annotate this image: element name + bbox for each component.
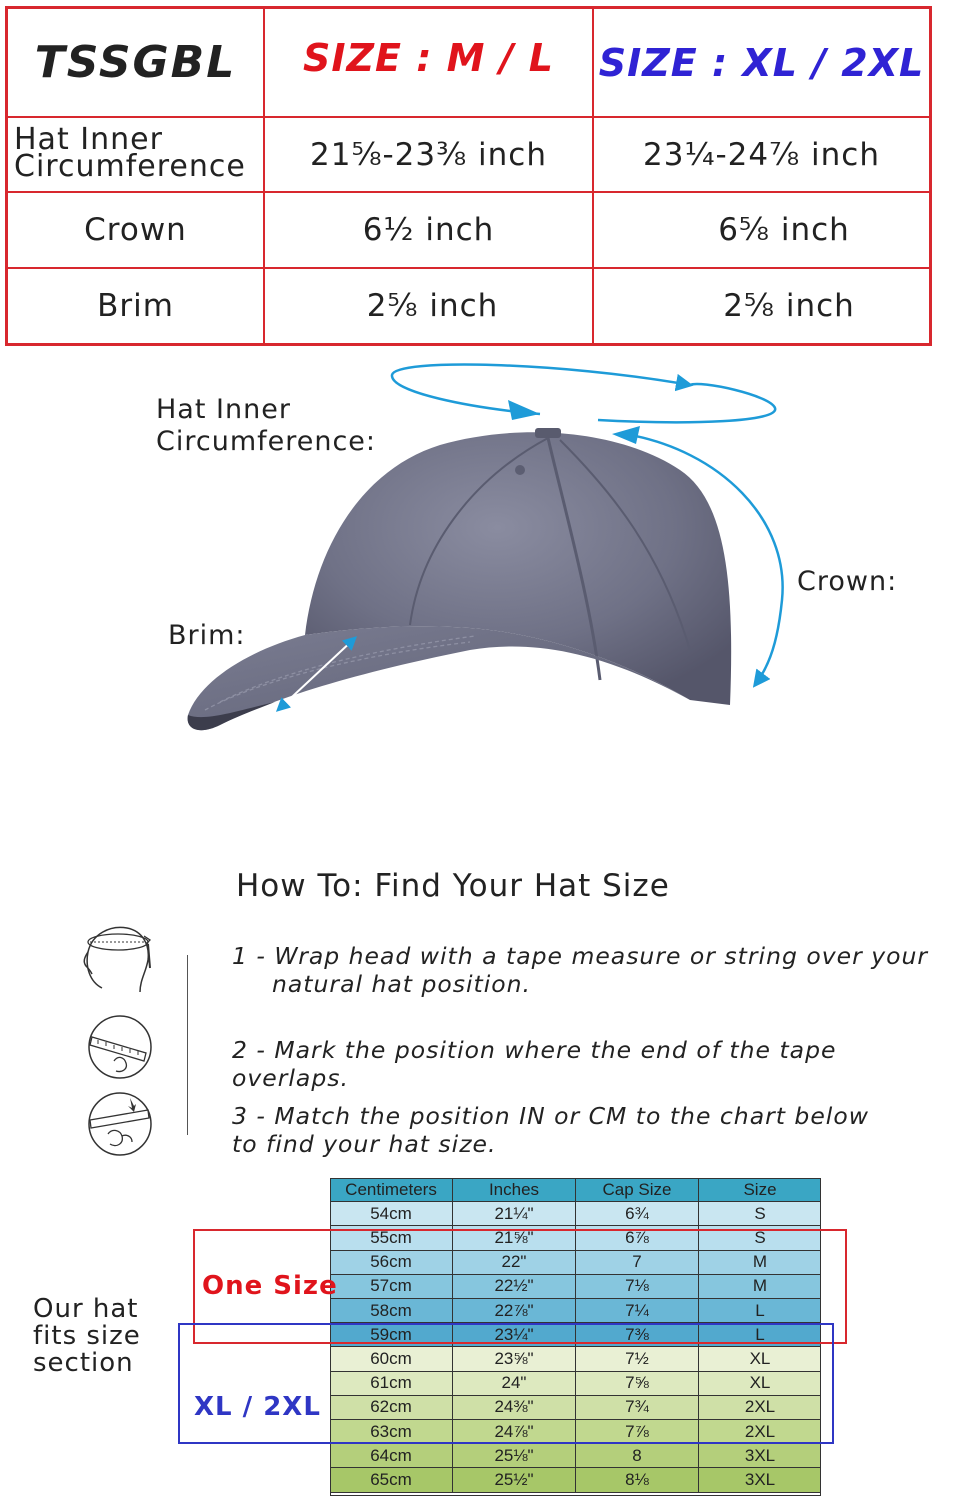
hat-diagram [0, 350, 957, 820]
cell-inches: 23¼" [453, 1323, 576, 1346]
cell-inches: 24⅜" [453, 1396, 576, 1419]
cell-cap-size: 7⅜ [576, 1323, 699, 1346]
cell-cap-size: 6¾ [576, 1202, 699, 1225]
cell-size: M [752, 1276, 768, 1296]
xl-size-highlight [178, 1323, 834, 1444]
cell-centimeters: 56cm [330, 1251, 453, 1274]
cap-eyelet [515, 465, 525, 475]
fit-note-line1: Our hat [33, 1294, 139, 1324]
cell-centimeters: 62cm [330, 1396, 453, 1419]
circumference-label [156, 394, 376, 458]
one-size-label: One Size [202, 1271, 338, 1301]
cell-inches: 25½" [453, 1468, 576, 1491]
fit-note [33, 1296, 141, 1377]
circumference-label-line1: Hat Inner [156, 394, 291, 425]
spec-border-bottom [5, 343, 932, 346]
header-size: Size [743, 1179, 777, 1199]
cell-centimeters: 55cm [330, 1226, 453, 1249]
cell-inches: 24⅞" [453, 1420, 576, 1443]
cell-size: L [755, 1324, 765, 1344]
spec-table [5, 6, 932, 346]
head-measure-icon [80, 922, 155, 1000]
cell-inches: 22⅞" [453, 1299, 576, 1322]
cell-size: S [754, 1203, 766, 1223]
cell-cap-size: 7⅝ [576, 1372, 699, 1395]
cell-centimeters: 63cm [330, 1420, 453, 1443]
cell-centimeters: 57cm [330, 1275, 453, 1298]
cell-cap-size: 6⅞ [576, 1226, 699, 1249]
crown-xl: 6⅝ inch [718, 212, 850, 248]
cap-button [535, 428, 561, 438]
row-label-brim: Brim [97, 288, 174, 324]
header-inches: Inches [453, 1178, 576, 1201]
cell-cap-size: 7¾ [576, 1396, 699, 1419]
cell-inches: 22½" [453, 1275, 576, 1298]
cell-inches: 25⅛" [453, 1444, 576, 1467]
cell-centimeters: 54cm [330, 1202, 453, 1225]
cell-size: 2XL [744, 1397, 776, 1417]
cell-centimeters: 65cm [330, 1468, 453, 1491]
step-1-line2: natural hat position. [272, 970, 531, 998]
crown-label: Crown: [797, 566, 898, 597]
cell-size: 2XL [744, 1421, 776, 1441]
size-chart-row [330, 1444, 821, 1468]
cell-centimeters: 64cm [330, 1444, 453, 1467]
cell-centimeters: 58cm [330, 1299, 453, 1322]
step-3 [232, 1102, 869, 1158]
cell-cap-size: 7½ [576, 1347, 699, 1370]
cell-inches: 24" [453, 1372, 576, 1395]
step-2: 2 - Mark the position where the end of the tape overlaps. [232, 1036, 837, 1092]
crown-ml: 6½ inch [362, 212, 495, 248]
step-1-line1: 1 - Wrap head with a tape measure or string over your [232, 942, 929, 970]
cell-centimeters: 61cm [330, 1372, 453, 1395]
header-centimeters: Centimeters [330, 1178, 453, 1201]
row-label-circumference [8, 118, 263, 191]
cell-inches: 21⅝" [453, 1226, 576, 1249]
fit-note-line3: section [33, 1348, 134, 1378]
row-label-circumference-line1: Hat Inner [14, 122, 163, 157]
size-chart-header [330, 1178, 821, 1202]
cell-cap-size: 7¼ [576, 1299, 699, 1322]
cell-size: 3XL [744, 1469, 776, 1489]
circumference-ml: 21⅝-23⅜ inch [310, 136, 547, 173]
circumference-label-line2: Circumference: [156, 426, 377, 457]
cell-size: S [754, 1227, 766, 1247]
cell-cap-size: 8⅛ [576, 1468, 699, 1491]
cell-size: 3XL [744, 1445, 776, 1465]
row-label-circumference-line2: Circumference [14, 149, 246, 184]
step-3-line1: 3 - Match the position IN or CM to the chart below [232, 1102, 869, 1130]
step-1 [232, 942, 928, 998]
cell-centimeters: 60cm [330, 1347, 453, 1370]
header-size-ml: SIZE : M / L [302, 35, 555, 80]
cell-centimeters: 59cm [330, 1323, 453, 1346]
steps-divider [187, 955, 188, 1135]
header-size-xl: SIZE : XL / 2XL [598, 40, 925, 85]
cell-inches: 23⅝" [453, 1347, 576, 1370]
row-label-crown: Crown [84, 212, 187, 248]
cell-inches: 22" [453, 1251, 576, 1274]
fit-note-line2: fits size [33, 1321, 141, 1351]
cell-inches: 21¼" [453, 1202, 576, 1225]
circumference-arrow-right-head [508, 400, 540, 420]
circumference-arrow-right [598, 384, 775, 422]
tape-mark-icon [86, 1090, 154, 1158]
brand-name: TSSGBL [34, 37, 237, 88]
size-chart-row [330, 1202, 821, 1226]
cell-size: M [752, 1252, 768, 1272]
brim-ml: 2⅝ inch [366, 288, 499, 324]
cell-cap-size: 7⅞ [576, 1420, 699, 1443]
step-3-line2: to find your hat size. [232, 1130, 497, 1158]
cell-cap-size: 8 [576, 1444, 699, 1467]
xl-size-label: XL / 2XL [194, 1392, 321, 1422]
brim-label: Brim: [168, 620, 246, 651]
header-cap-size: Cap Size [576, 1178, 699, 1201]
brim-xl: 2⅝ inch [723, 288, 855, 324]
cell-size: XL [749, 1373, 771, 1393]
tape-measure-icon [86, 1013, 154, 1081]
cell-cap-size: 7⅛ [576, 1275, 699, 1298]
cell-cap-size: 7 [576, 1251, 699, 1274]
size-chart-row [330, 1468, 821, 1492]
circumference-arrow-left [392, 365, 690, 414]
circumference-xl: 23¼-24⅞ inch [643, 136, 880, 173]
howto-title: How To: Find Your Hat Size [236, 868, 670, 904]
cell-size: XL [749, 1348, 771, 1368]
cell-size: L [755, 1300, 765, 1320]
